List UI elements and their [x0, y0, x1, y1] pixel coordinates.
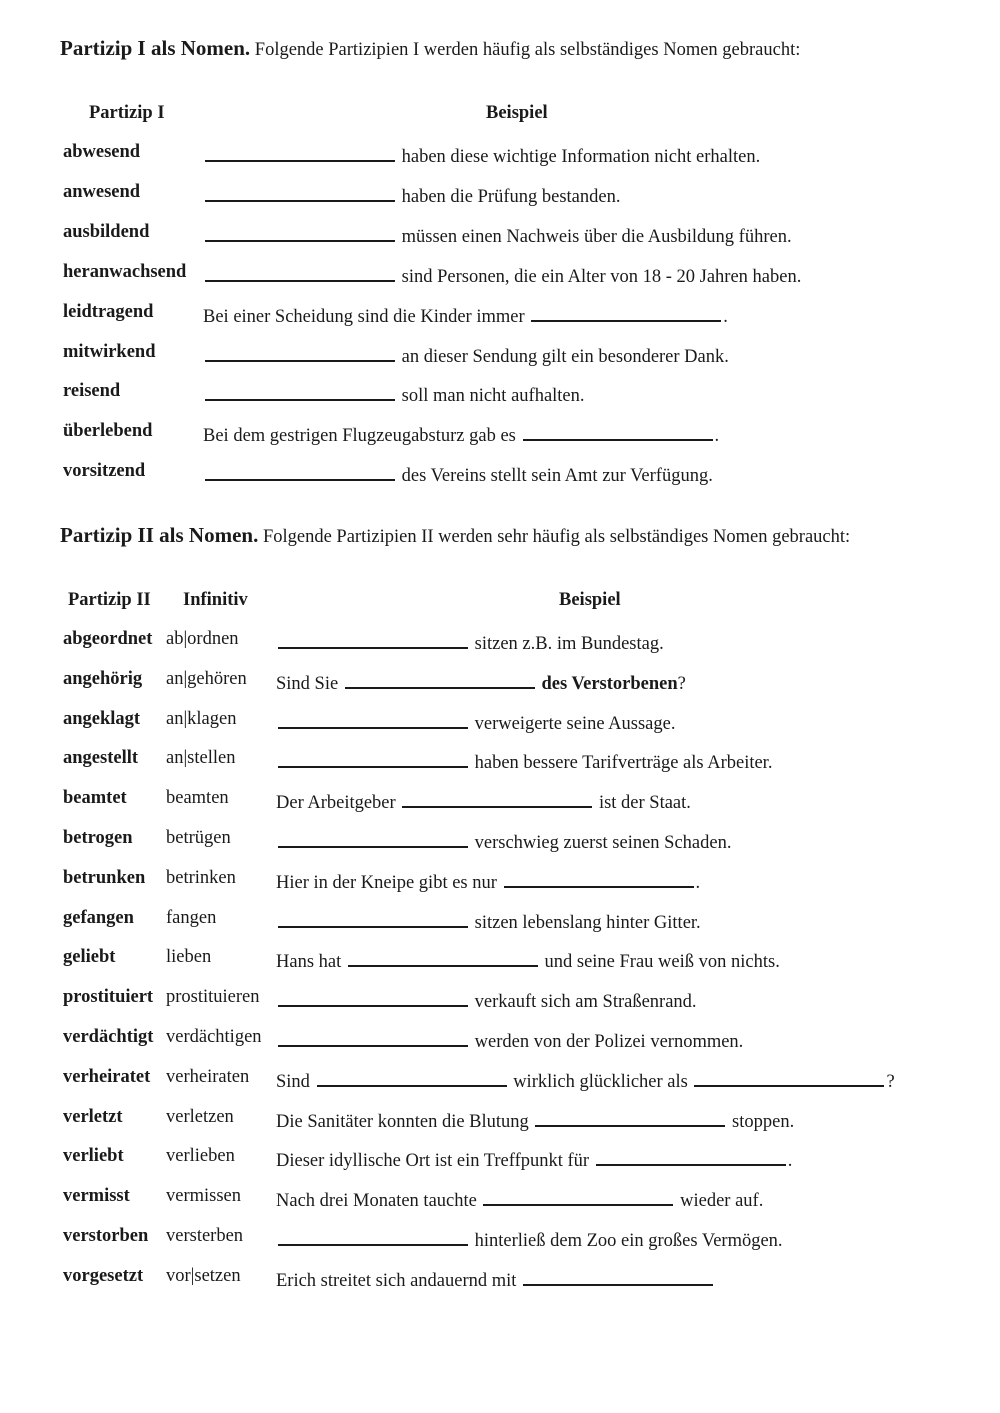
sentence-before: Nach drei Monaten tauchte	[276, 1191, 482, 1212]
answer-blank-2[interactable]	[694, 1067, 884, 1087]
example-sentence	[276, 987, 697, 1013]
infinitiv-word: an|klagen	[166, 708, 237, 729]
answer-blank[interactable]	[345, 669, 535, 689]
sentence-after-2: ?	[886, 1071, 895, 1092]
answer-blank[interactable]	[205, 381, 395, 401]
example-sentence	[276, 1146, 792, 1172]
example-sentence	[276, 947, 780, 973]
example-sentence	[276, 908, 701, 934]
partizip-word: verliebt	[63, 1146, 124, 1167]
section1-col-partizip: Partizip I	[89, 103, 165, 123]
example-sentence	[276, 868, 700, 894]
answer-blank[interactable]	[278, 1027, 468, 1047]
section2-title-bold: Partizip II als Nomen.	[60, 523, 259, 547]
table-row	[0, 222, 1000, 252]
partizip-word: mitwirkend	[63, 341, 156, 362]
partizip-word: abgeordnet	[63, 629, 153, 649]
partizip-word: anwesend	[63, 181, 141, 202]
table-row	[0, 908, 1000, 938]
section1-col-beispiel: Beispiel	[486, 103, 548, 123]
section2-col-partizip: Partizip II	[68, 590, 151, 610]
example-sentence	[276, 1067, 895, 1093]
example-sentence	[203, 182, 620, 208]
example-sentence	[203, 461, 713, 487]
partizip-word: gefangen	[63, 907, 134, 928]
table-row	[0, 987, 1000, 1017]
example-sentence	[276, 748, 772, 774]
infinitiv-word: betrinken	[166, 867, 236, 888]
section2-col-infinitiv: Infinitiv	[183, 590, 248, 610]
section1-title-bold: Partizip I als Nomen.	[60, 36, 251, 60]
table-row	[0, 1107, 1000, 1137]
answer-blank[interactable]	[348, 947, 538, 967]
sentence-after: sitzen lebenslang hinter Gitter.	[470, 912, 701, 933]
example-sentence	[276, 709, 675, 735]
answer-blank[interactable]	[504, 868, 694, 888]
infinitiv-word: ab|ordnen	[166, 629, 239, 649]
infinitiv-word: lieben	[166, 947, 212, 968]
sentence-after: .	[723, 306, 728, 327]
partizip-word: geliebt	[63, 947, 116, 968]
partizip-word: ausbildend	[63, 221, 150, 242]
sentence-after: haben diese wichtige Information nicht erhalten.	[397, 147, 761, 167]
answer-blank[interactable]	[535, 1107, 725, 1127]
partizip-word: heranwachsend	[63, 261, 187, 282]
partizip-word: leidtragend	[63, 301, 154, 322]
example-sentence	[276, 1107, 794, 1133]
partizip-word: abwesend	[63, 142, 141, 162]
infinitiv-word: betrügen	[166, 828, 231, 848]
table-row	[0, 182, 1000, 212]
table-row	[0, 709, 1000, 739]
answer-blank[interactable]	[596, 1146, 786, 1166]
infinitiv-word: fangen	[166, 907, 217, 928]
answer-blank[interactable]	[278, 748, 468, 768]
sentence-after: des Vereins stellt sein Amt zur Verfügung.	[397, 466, 713, 487]
partizip-word: verstorben	[63, 1226, 149, 1246]
partizip-word: verheiratet	[63, 1066, 151, 1087]
partizip-word: betrunken	[63, 867, 146, 888]
table-row	[0, 1146, 1000, 1176]
sentence-before: Erich streitet sich andauernd mit	[276, 1270, 522, 1291]
answer-blank[interactable]	[278, 1226, 468, 1246]
example-sentence	[276, 1266, 715, 1292]
example-sentence	[276, 1027, 743, 1053]
answer-blank[interactable]	[205, 142, 395, 162]
answer-blank[interactable]	[483, 1186, 673, 1206]
answer-blank[interactable]	[205, 222, 395, 242]
section2-col-beispiel: Beispiel	[559, 590, 621, 610]
example-sentence	[276, 1186, 763, 1212]
sentence-after: soll man nicht aufhalten.	[397, 386, 585, 407]
answer-blank[interactable]	[278, 987, 468, 1007]
partizip-word: reisend	[63, 381, 121, 402]
sentence-before: Bei einer Scheidung sind die Kinder immer	[203, 306, 530, 327]
sentence-before: Bei dem gestrigen Flugzeugabsturz gab es	[203, 426, 521, 447]
partizip-word: vorsitzend	[63, 461, 146, 482]
partizip-word: vorgesetzt	[63, 1265, 144, 1286]
infinitiv-word: verlieben	[166, 1146, 235, 1167]
example-sentence	[203, 381, 585, 407]
infinitiv-word: verdächtigen	[166, 1027, 262, 1047]
table-row	[0, 1266, 1000, 1296]
partizip-word: angeklagt	[63, 708, 141, 729]
sentence-before: Die Sanitäter konnten die Blutung	[276, 1111, 534, 1132]
section2-title	[60, 523, 850, 548]
sentence-before: Der Arbeitgeber	[276, 793, 401, 814]
table-row	[0, 1186, 1000, 1216]
table-row	[0, 302, 1000, 332]
sentence-before: Dieser idyllische Ort ist ein Treffpunkt für	[276, 1151, 594, 1172]
sentence-after: sitzen z.B. im Bundestag.	[470, 634, 664, 654]
section1-title-rest: Folgende Partizipien I werden häufig als selbständiges Nomen gebraucht:	[254, 40, 801, 60]
table-row	[0, 947, 1000, 977]
table-row	[0, 381, 1000, 411]
sentence-after: hinterließ dem Zoo ein großes Vermögen.	[470, 1231, 783, 1251]
table-row	[0, 1226, 1000, 1256]
partizip-word: betrogen	[63, 828, 133, 848]
answer-blank[interactable]	[523, 1266, 713, 1286]
infinitiv-word: vermissen	[166, 1186, 242, 1207]
sentence-after: verkauft sich am Straßenrand.	[470, 992, 697, 1013]
partizip-word: überlebend	[63, 421, 153, 442]
sentence-after: .	[714, 426, 720, 447]
partizip-word: angestellt	[63, 748, 139, 769]
infinitiv-word: an|stellen	[166, 748, 236, 769]
sentence-before: Hans hat	[276, 952, 346, 973]
example-sentence	[276, 828, 731, 854]
answer-blank[interactable]	[278, 629, 468, 649]
infinitiv-word: prostituieren	[166, 987, 260, 1008]
sentence-after: sind Personen, die ein Alter von 18 - 20 Jahren haben.	[397, 266, 802, 287]
table-row	[0, 669, 1000, 699]
example-sentence	[203, 302, 728, 328]
answer-blank[interactable]	[205, 342, 395, 362]
answer-blank[interactable]	[278, 908, 468, 928]
example-sentence	[276, 788, 691, 814]
table-row	[0, 1027, 1000, 1057]
sentence-after: wirklich glücklicher als	[508, 1071, 688, 1092]
sentence-after: und seine Frau weiß von nichts.	[539, 952, 780, 973]
example-sentence	[276, 669, 686, 695]
example-sentence	[203, 342, 729, 368]
partizip-word: prostituiert	[63, 987, 154, 1008]
infinitiv-word: verletzen	[166, 1106, 234, 1127]
answer-blank[interactable]	[205, 182, 395, 202]
answer-blank[interactable]	[205, 461, 395, 481]
table-row	[0, 828, 1000, 858]
table-row	[0, 629, 1000, 659]
partizip-word: beamtet	[63, 788, 127, 809]
example-sentence	[276, 1226, 783, 1252]
answer-blank[interactable]	[205, 262, 395, 282]
section1-title	[60, 36, 800, 61]
sentence-before: Hier in der Kneipe gibt es nur	[276, 872, 502, 893]
table-row	[0, 142, 1000, 172]
sentence-after: werden von der Polizei vernommen.	[470, 1032, 744, 1052]
infinitiv-word: verheiraten	[166, 1066, 250, 1087]
sentence-after: .	[787, 1151, 793, 1172]
sentence-after: haben die Prüfung bestanden.	[397, 186, 621, 207]
sentence-bold: des Verstorbenen	[541, 673, 678, 694]
infinitiv-word: vor|setzen	[166, 1265, 241, 1286]
answer-blank[interactable]	[523, 421, 713, 441]
table-row	[0, 342, 1000, 372]
sentence-after: ist der Staat.	[594, 793, 691, 814]
example-sentence	[203, 262, 801, 288]
sentence-after: haben bessere Tarifverträge als Arbeiter.	[470, 753, 773, 774]
table-row	[0, 788, 1000, 818]
infinitiv-word: versterben	[166, 1226, 244, 1246]
partizip-word: verdächtigt	[63, 1027, 154, 1047]
table-row	[0, 748, 1000, 778]
sentence-after: wieder auf.	[675, 1191, 764, 1212]
section2-title-rest: Folgende Partizipien II werden sehr häufig als selbständiges Nomen gebraucht:	[262, 527, 851, 547]
answer-blank[interactable]	[278, 828, 468, 848]
sentence-before: Sind	[276, 1071, 315, 1092]
partizip-word: angehörig	[63, 668, 143, 689]
example-sentence	[203, 142, 760, 168]
example-sentence	[276, 629, 664, 655]
infinitiv-word: an|gehören	[166, 668, 247, 689]
example-sentence	[203, 222, 792, 248]
answer-blank[interactable]	[402, 788, 592, 808]
table-row	[0, 262, 1000, 292]
partizip-word: vermisst	[63, 1186, 130, 1207]
example-sentence	[203, 421, 719, 447]
table-row	[0, 461, 1000, 491]
partizip-word: verletzt	[63, 1106, 123, 1127]
sentence-after: müssen einen Nachweis über die Ausbildung führen.	[397, 226, 792, 247]
table-row	[0, 1067, 1000, 1097]
answer-blank[interactable]	[531, 302, 721, 322]
sentence-after: verschwieg zuerst seinen Schaden.	[470, 833, 732, 853]
answer-blank[interactable]	[278, 709, 468, 729]
answer-blank[interactable]	[317, 1067, 507, 1087]
sentence-before: Sind Sie	[276, 673, 343, 694]
table-row	[0, 868, 1000, 898]
sentence-after: verweigerte seine Aussage.	[470, 713, 676, 734]
sentence-after: ?	[677, 673, 686, 694]
infinitiv-word: beamten	[166, 788, 229, 809]
sentence-after: .	[695, 872, 701, 893]
sentence-after: an dieser Sendung gilt ein besonderer Dank.	[397, 346, 729, 367]
table-row	[0, 421, 1000, 451]
sentence-after: stoppen.	[727, 1111, 795, 1132]
